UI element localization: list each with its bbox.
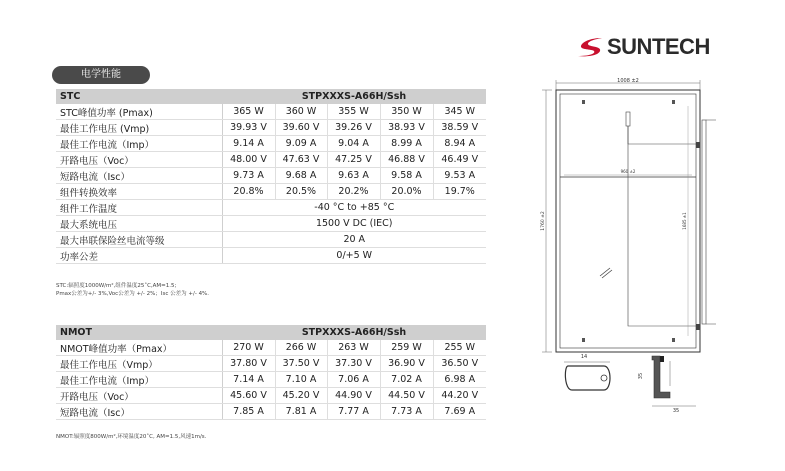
stc-note-2: Pmax公差为+/- 3%,Voc公差为 +/- 2%；Isc 公差为 +/- 4%. (56, 291, 210, 297)
brand-name: SUNTECH (607, 34, 710, 59)
nmot-header-model: STPXXXS-A66H/Ssh (222, 325, 486, 340)
table-row (56, 216, 486, 232)
dim-inner-width: 960 ±2 (620, 169, 636, 174)
row-label: 组件转换效率 (56, 184, 222, 200)
row-value: 37.30 V (327, 356, 380, 372)
row-value: 7.14 A (222, 372, 275, 388)
row-label: 最佳工作电流（Imp） (56, 372, 222, 388)
row-value: 39.60 V (275, 120, 327, 136)
row-value-merged: 1500 V DC (IEC) (222, 216, 486, 232)
table-row (56, 404, 486, 420)
row-value: 37.50 V (275, 356, 327, 372)
stc-table (56, 89, 486, 264)
row-value: 263 W (327, 340, 380, 356)
row-value-merged: -40 °C to +85 °C (222, 200, 486, 216)
row-value: 19.7% (433, 184, 486, 200)
row-value: 46.49 V (433, 152, 486, 168)
table-row (56, 184, 486, 200)
row-value: 6.98 A (433, 372, 486, 388)
row-value: 48.00 V (222, 152, 275, 168)
row-value: 9.68 A (275, 168, 327, 184)
row-value-merged: 20 A (222, 232, 486, 248)
table-row (56, 356, 486, 372)
row-value: 9.14 A (222, 136, 275, 152)
nmot-table (56, 325, 486, 420)
row-value: 47.25 V (327, 152, 380, 168)
stc-note-1: STC:辐照度1000W/m²,组件温度25˚C,AM=1.5; (56, 283, 177, 289)
table-row (56, 248, 486, 264)
row-value: 20.8% (222, 184, 275, 200)
suntech-logo-icon (576, 36, 604, 58)
row-value: 47.63 V (275, 152, 327, 168)
table-row (56, 152, 486, 168)
row-value: 7.10 A (275, 372, 327, 388)
row-value: 45.20 V (275, 388, 327, 404)
row-value: 9.53 A (433, 168, 486, 184)
row-value: 259 W (380, 340, 433, 356)
row-label: 最佳工作电流（Imp） (56, 136, 222, 152)
row-value: 9.58 A (380, 168, 433, 184)
row-value: 350 W (380, 104, 433, 120)
row-label: STC峰值功率 (Pmax) (56, 104, 222, 120)
row-label: 最大系统电压 (56, 216, 222, 232)
row-value-merged: 0/+5 W (222, 248, 486, 264)
row-label: 短路电流（Isc） (56, 404, 222, 420)
row-value: 39.26 V (327, 120, 380, 136)
row-label: 开路电压（Voc） (56, 388, 222, 404)
row-value: 20.5% (275, 184, 327, 200)
row-value: 36.90 V (380, 356, 433, 372)
row-label: 组件工作温度 (56, 200, 222, 216)
table-row (56, 232, 486, 248)
row-value: 44.50 V (380, 388, 433, 404)
row-value: 44.90 V (327, 388, 380, 404)
row-value: 7.06 A (327, 372, 380, 388)
table-row (56, 136, 486, 152)
row-label: 最大串联保险丝电流等级 (56, 232, 222, 248)
row-value: 345 W (433, 104, 486, 120)
row-value: 9.09 A (275, 136, 327, 152)
stc-header-label: STC (56, 89, 222, 104)
table-row (56, 340, 486, 356)
row-label: 短路电流（Isc） (56, 168, 222, 184)
table-row (56, 372, 486, 388)
dim-profile-side: 35 (638, 372, 644, 380)
row-value: 9.63 A (327, 168, 380, 184)
row-value: 7.69 A (433, 404, 486, 420)
row-label: 开路电压（Voc） (56, 152, 222, 168)
row-value: 7.77 A (327, 404, 380, 420)
row-value: 365 W (222, 104, 275, 120)
row-value: 7.85 A (222, 404, 275, 420)
table-row (56, 388, 486, 404)
suntech-logo (576, 34, 710, 60)
row-value: 36.50 V (433, 356, 486, 372)
dim-width-top: 1008 ±2 (617, 78, 639, 84)
module-dimension-drawing (520, 76, 770, 416)
dim-profile-bottom: 35 (672, 408, 680, 414)
row-value: 9.73 A (222, 168, 275, 184)
row-value: 7.81 A (275, 404, 327, 420)
dim-profile-top: 14 (580, 354, 588, 360)
row-value: 266 W (275, 340, 327, 356)
section-title: 电学性能 (52, 66, 150, 84)
row-label: NMOT峰值功率（Pmax） (56, 340, 222, 356)
row-value: 8.94 A (433, 136, 486, 152)
row-value: 255 W (433, 340, 486, 356)
table-row (56, 200, 486, 216)
row-value: 38.59 V (433, 120, 486, 136)
row-value: 7.73 A (380, 404, 433, 420)
row-value: 44.20 V (433, 388, 486, 404)
row-value: 38.93 V (380, 120, 433, 136)
row-label: 最佳工作电压（Vmp） (56, 356, 222, 372)
row-value: 37.80 V (222, 356, 275, 372)
stc-header-row (56, 89, 486, 104)
row-label: 功率公差 (56, 248, 222, 264)
row-value: 39.93 V (222, 120, 275, 136)
table-row (56, 104, 486, 120)
nmot-header-label: NMOT (56, 325, 222, 340)
row-value: 20.2% (327, 184, 380, 200)
row-value: 360 W (275, 104, 327, 120)
row-value: 7.02 A (380, 372, 433, 388)
row-value: 270 W (222, 340, 275, 356)
row-value: 45.60 V (222, 388, 275, 404)
nmot-note: NMOT:辐照度800W/m²,环境温度20˚C, AM=1.5,风速1m/s. (56, 434, 207, 440)
dim-height-right: 1685 ±1 (682, 212, 687, 230)
row-label: 最佳工作电压 (Vmp) (56, 120, 222, 136)
row-value: 20.0% (380, 184, 433, 200)
row-value: 355 W (327, 104, 380, 120)
row-value: 9.04 A (327, 136, 380, 152)
nmot-header-row (56, 325, 486, 340)
table-row (56, 120, 486, 136)
row-value: 46.88 V (380, 152, 433, 168)
table-row (56, 168, 486, 184)
stc-header-model: STPXXXS-A66H/Ssh (222, 89, 486, 104)
dim-height-left: 1760 ±2 (541, 211, 546, 231)
row-value: 8.99 A (380, 136, 433, 152)
